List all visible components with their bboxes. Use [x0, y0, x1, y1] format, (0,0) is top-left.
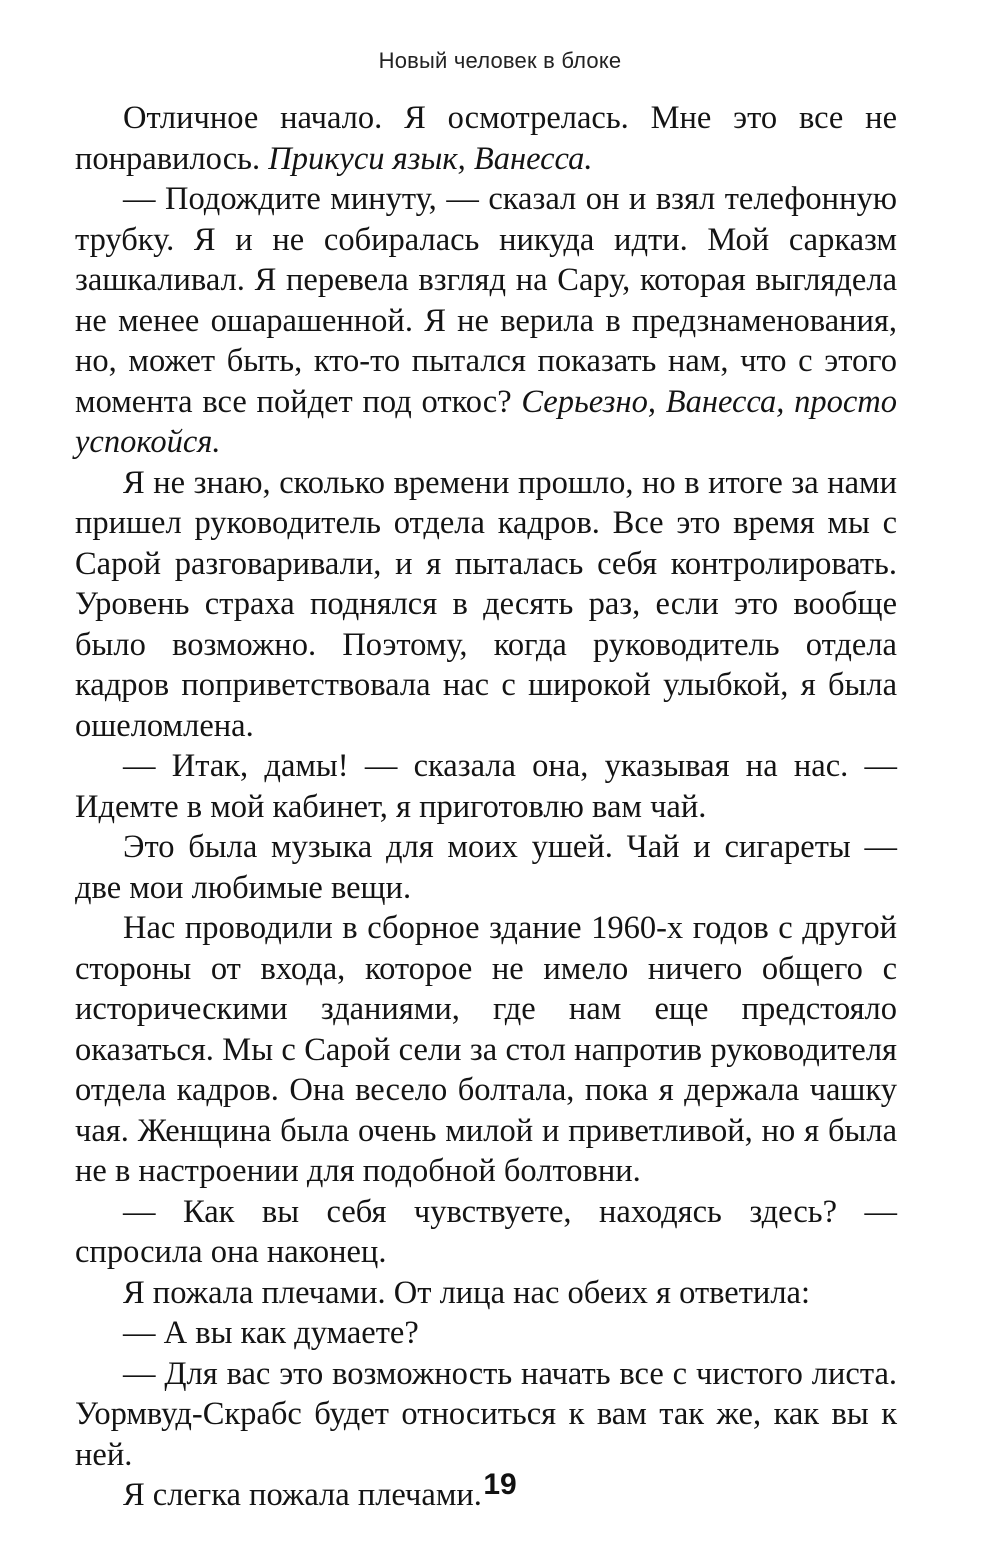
paragraph-text: — А вы как думаете? [123, 1315, 419, 1351]
paragraph-text: Нас проводили в сборное здание 1960-х годов с другой стороны от входа, которое не имело ничего общего с историческими зданиями, где нам еще предстояло оказаться. Мы с Сарой сели за стол напротив руководителя отдела кадров. Она весело болтала, пока я держала чашку чая. Женщина была очень милой и приветливой, но я была не в настроении для подобной болтовни. [75, 910, 897, 1189]
page-number: 19 [483, 1468, 517, 1501]
italic-thought: Серьезно, Ванесса, просто успокойся. [75, 383, 897, 460]
paragraph-text: — Подождите минуту, — сказал он и взял телефонную трубку. Я и не собиралась никуда идти. Мой сарказм зашкаливал. Я перевела взгляд на Сару, которая выглядела не менее ошарашенной. Я не верила в предзнаменования, но, может быть, кто-то пытался показать нам, что с этого момента все пойдет под откос? [75, 181, 897, 420]
paragraph-6 [75, 908, 897, 1192]
paragraph-text: Я слегка пожала плечами. [123, 1477, 482, 1513]
paragraph-8 [75, 1273, 897, 1314]
paragraph-4 [75, 746, 897, 827]
paragraph-1 [75, 98, 897, 179]
paragraph-text: Отличное начало. Я осмотрелась. Мне это все не понравилось. [75, 100, 897, 177]
paragraph-9 [75, 1313, 897, 1354]
paragraph-text: — Как вы себя чувствуете, находясь здесь? — спросила она наконец. [75, 1193, 897, 1270]
running-header: Новый человек в блоке [378, 48, 622, 73]
paragraph-text: Я пожала плечами. От лица нас обеих я ответила: [123, 1274, 810, 1311]
paragraph-10 [75, 1354, 897, 1476]
italic-thought: Прикуси язык, Ванесса. [268, 140, 593, 177]
paragraph-text: Это была музыка для моих ушей. Чай и сигареты — две мои любимые вещи. [75, 829, 897, 906]
paragraph-3 [75, 463, 897, 747]
paragraph-5 [75, 827, 897, 908]
paragraph-text: — Итак, дамы! — сказала она, указывая на нас. — Идемте в мой кабинет, я приготовлю вам чай. [75, 748, 897, 825]
paragraph-7 [75, 1192, 897, 1273]
paragraph-text: — Для вас это возможность начать все с чистого листа. Уормвуд-Скрабс будет относиться к вам так же, как вы к ней. [75, 1355, 897, 1473]
body-text [75, 98, 897, 1516]
paragraph-2 [75, 179, 897, 463]
paragraph-text: Я не знаю, сколько времени прошло, но в итоге за нами пришел руководитель отдела кадров. Все это время мы с Сарой разговаривали, и я пыталась себя контролировать. Уровень страха поднялся в десять раз, если это вообще было возможно. Поэтому, когда руководитель отдела кадров поприветствовала нас с широкой улыбкой, я была ошеломлена. [75, 464, 897, 744]
